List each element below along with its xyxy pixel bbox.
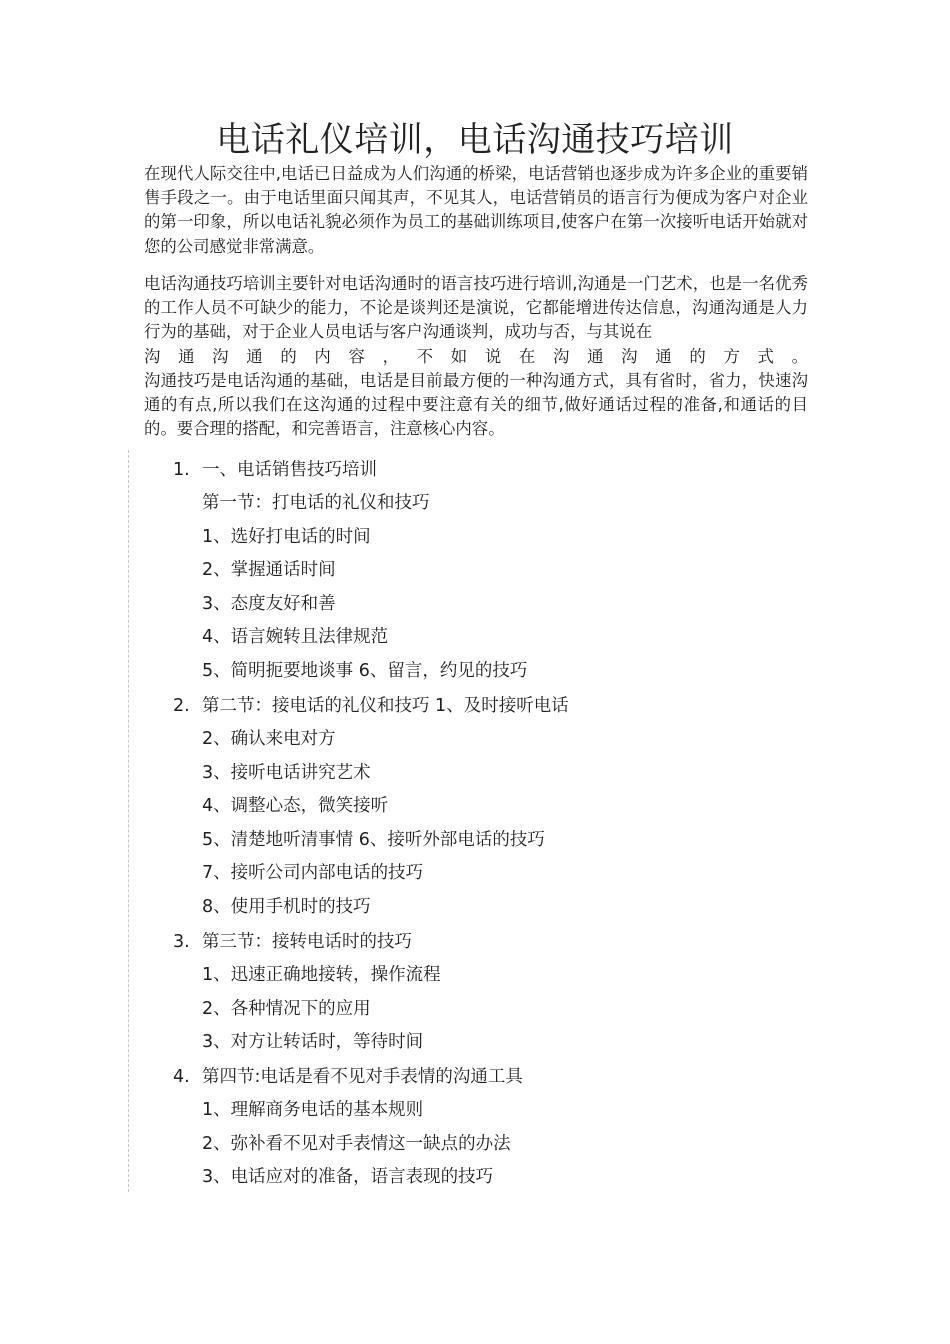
outline-item-text: 3、态度友好和善 bbox=[202, 594, 336, 614]
intro-paragraph-2-part-c: 沟通技巧是电话沟通的基础，电话是目前最方便的一种沟通方式，具有省时，省力，快速沟通的有点,所以我们在这沟通的过程中要注意有关的细节,做好通话过程的准备,和通话的目的。要合理的搭配，和完善语言，注意核心内容。 bbox=[144, 370, 808, 439]
outline-item-text: 7、接听公司内部电话的技巧 bbox=[202, 863, 424, 883]
outline-section-title: 第四节:电话是看不见对手表情的沟通工具 bbox=[202, 1067, 523, 1087]
outline-item-text: 2、各种情况下的应用 bbox=[202, 999, 371, 1019]
course-outline bbox=[128, 450, 809, 1192]
outline-item-text: 1、迅速正确地接转，操作流程 bbox=[202, 965, 441, 985]
intro-paragraph-2-part-a: 电话沟通技巧培训主要针对电话沟通时的语言技巧进行培训,沟通是一门艺术，也是一名优秀的工作人员不可缺少的能力，不论是谈判还是演说，它都能增进传达信息，沟通沟通是人力行为的基础，对于企业人员电话与客户沟通谈判，成功与否，与其说在 bbox=[144, 274, 808, 342]
outline-section-title: 第三节：接转电话时的技巧 bbox=[202, 932, 412, 952]
outline-section-title: 第二节：接电话的礼仪和技巧 1、及时接听电话 bbox=[202, 696, 569, 716]
outline-item-text: 2、弥补看不见对手表情这一缺点的办法 bbox=[202, 1134, 511, 1154]
outline-number: 2. bbox=[173, 696, 190, 716]
intro-paragraph-1: 在现代人际交往中,电话已日益成为人们沟通的桥梁，电话营销也逐步成为许多企业的重要销售手段之一。由于电话里面只闻其声，不见其人，电话营销员的语言行为便成为客户对企业的第一印象，所以电话礼貌必须作为员工的基础训练项目,使客户在第一次接听电话开始就对您的公司感觉非常满意。 bbox=[144, 164, 808, 256]
outline-item-text: 2、掌握通话时间 bbox=[202, 560, 336, 580]
document-title: 电话礼仪培训，电话沟通技巧培训 bbox=[216, 120, 734, 160]
intro-paragraph-2-part-b: 沟通沟通的内容，不如说在沟通沟通的方式。 bbox=[144, 346, 808, 366]
outline-item-text: 1、理解商务电话的基本规则 bbox=[202, 1100, 424, 1120]
outline-item-text: 3、接听电话讲究艺术 bbox=[202, 763, 371, 783]
outline-number: 3. bbox=[173, 932, 190, 952]
outline-item-text: 5、清楚地听清事情 6、接听外部电话的技巧 bbox=[202, 830, 545, 850]
outline-number: 4. bbox=[173, 1067, 190, 1087]
outline-section-title: 一、电话销售技巧培训 bbox=[202, 460, 377, 480]
outline-item-text: 第一节：打电话的礼仪和技巧 bbox=[202, 493, 430, 513]
outline-item-text: 3、电话应对的准备，语言表现的技巧 bbox=[202, 1167, 494, 1187]
outline-item-text: 4、调整心态，微笑接听 bbox=[202, 796, 389, 816]
outline-item-text: 5、简明扼要地谈事 6、留言，约见的技巧 bbox=[202, 661, 528, 681]
outline-number: 1. bbox=[173, 460, 190, 480]
outline-item-text: 8、使用手机时的技巧 bbox=[202, 897, 371, 917]
outline-item-text: 2、确认来电对方 bbox=[202, 729, 336, 749]
outline-item-text: 3、对方让转话时，等待时间 bbox=[202, 1032, 424, 1052]
outline-item-text: 4、语言婉转且法律规范 bbox=[202, 627, 389, 647]
intro-paragraph-2 bbox=[144, 272, 808, 441]
outline-item-text: 1、选好打电话的时间 bbox=[202, 527, 371, 547]
